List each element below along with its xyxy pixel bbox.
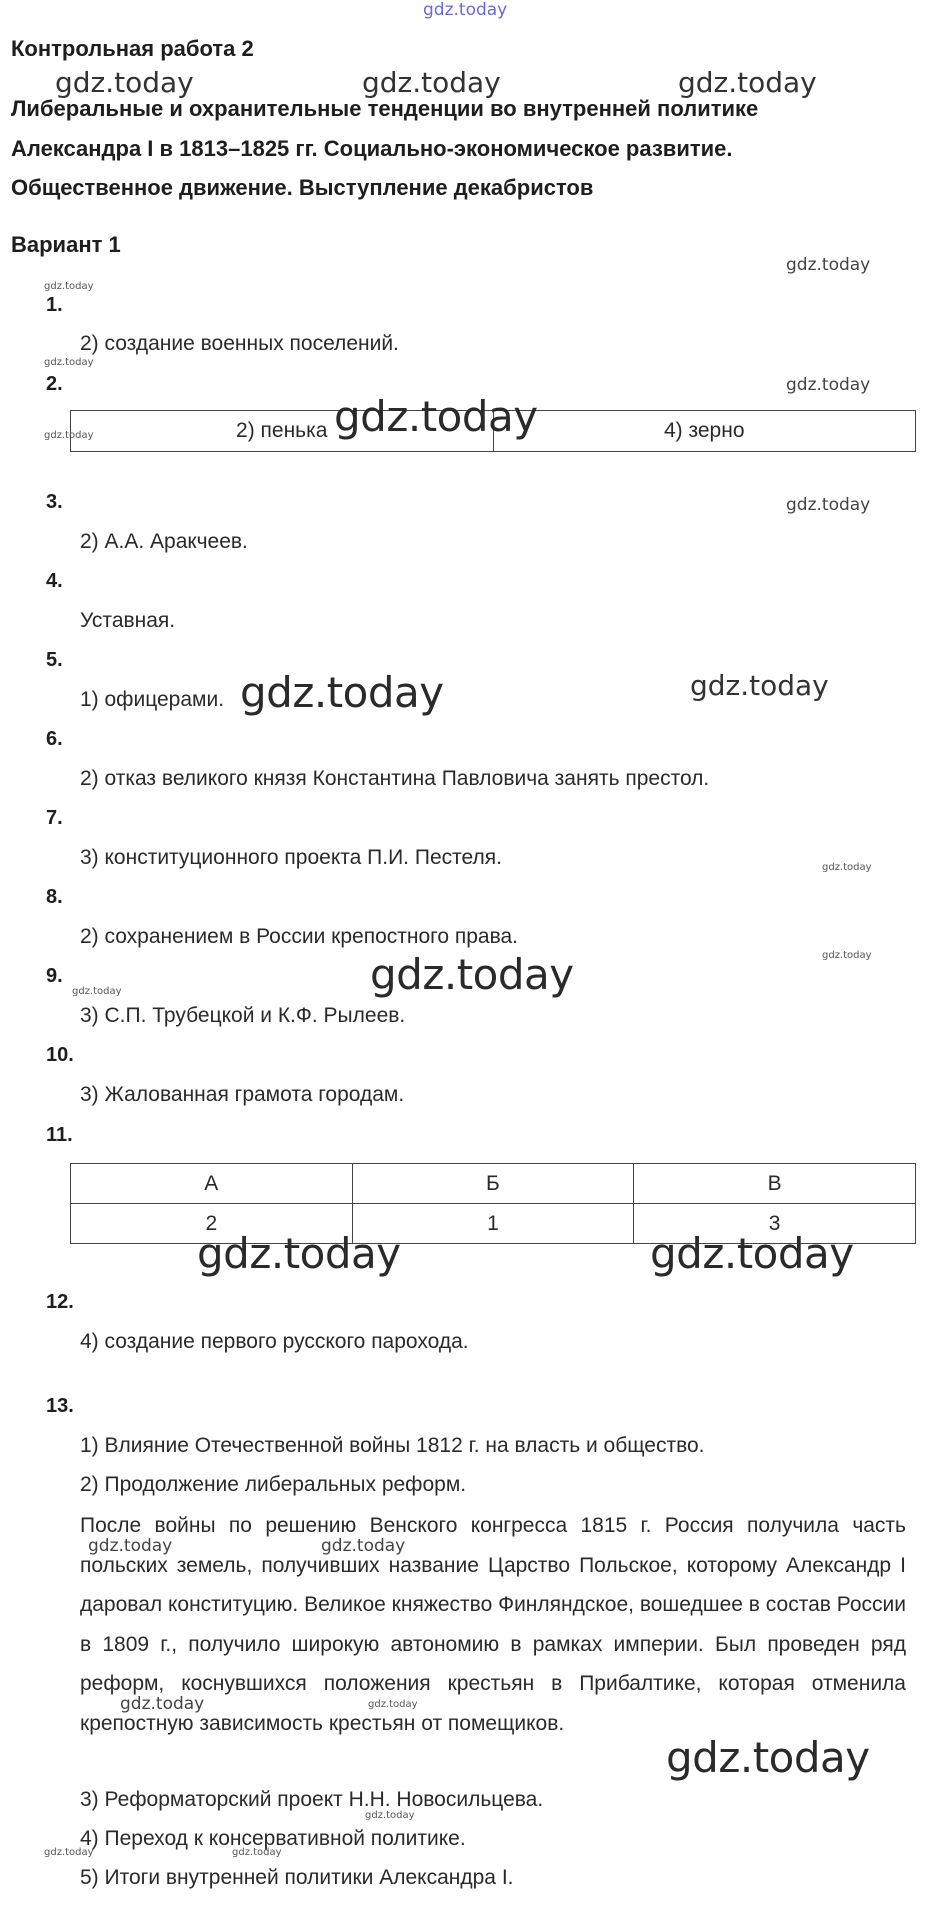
watermark: gdz.today [55, 66, 194, 99]
topic-heading-line-3: Общественное движение. Выступление декабристов [11, 175, 594, 200]
watermark: gdz.today [334, 392, 538, 441]
watermark: gdz.today [822, 950, 872, 961]
answer-text: 2) Продолжение либеральных реформ. [80, 1473, 467, 1496]
answer-paragraph: После войны по решению Венского конгресса 1815 г. Россия получила часть польских земель, получивших название Царство Польское, которому Александр I даровал конституцию. Великое княжество Финляндское, вошедшее в состав России в 1809 г., получило широкую автономию в рамках империи. Был проведен ряд реформ, коснувшихся положения крестьян в Прибалтике, которая отменила крепостную зависимость крестьян от помещиков. [80, 1514, 906, 1735]
question-number: 10. [46, 1044, 74, 1066]
answer-text: 2) отказ великого князя Константина Павловича занять престол. [80, 767, 710, 790]
question-number: 6. [46, 728, 63, 750]
watermark: gdz.today [822, 862, 872, 873]
question-number: 7. [46, 807, 63, 829]
watermark: gdz.today [368, 1699, 418, 1710]
watermark: gdz.today [365, 1810, 415, 1821]
answer-text: 3) Жалованная грамота городам. [80, 1083, 405, 1106]
watermark: gdz.today [423, 0, 508, 20]
question-number: 4. [46, 570, 63, 592]
question-number: 1. [46, 294, 63, 316]
answer-text: 1) Влияние Отечественной войны 1812 г. на власть и общество. [80, 1434, 705, 1457]
watermark: gdz.today [786, 255, 871, 275]
question-number: 11. [46, 1124, 73, 1146]
watermark: gdz.today [240, 668, 444, 717]
watermark: gdz.today [44, 281, 94, 292]
table-header-cell: А [71, 1164, 353, 1204]
answer-text: Уставная. [80, 609, 176, 632]
watermark: gdz.today [690, 669, 829, 702]
watermark: gdz.today [321, 1536, 406, 1556]
watermark: gdz.today [88, 1536, 173, 1556]
table-cell: 3 [634, 1204, 916, 1244]
watermark: gdz.today [666, 1733, 870, 1782]
variant-heading: Вариант 1 [11, 232, 121, 257]
watermark: gdz.today [44, 430, 94, 441]
topic-heading-line-2: Александра I в 1813–1825 гг. Социально-экономическое развитие. [11, 136, 733, 161]
page-title: Контрольная работа 2 [11, 36, 254, 61]
watermark: gdz.today [72, 986, 122, 997]
answer-text: 5) Итоги внутренней политики Александра I. [80, 1866, 514, 1889]
watermark: gdz.today [370, 950, 574, 999]
watermark: gdz.today [232, 1847, 282, 1858]
answer-text: 2) создание военных поселений. [80, 332, 399, 355]
answer-text: 4) Переход к консервативной политике. [80, 1827, 466, 1850]
watermark: gdz.today [44, 357, 94, 368]
question-number: 12. [46, 1291, 74, 1313]
answer-text: 3) С.П. Трубецкой и К.Ф. Рылеев. [80, 1004, 406, 1027]
answer-text: 2) А.А. Аракчеев. [80, 530, 248, 553]
answer-text: 1) офицерами. [80, 688, 225, 711]
table-header-cell: Б [352, 1164, 634, 1204]
answer-text: 2) сохранением в России крепостного права. [80, 925, 519, 948]
watermark: gdz.today [197, 1229, 401, 1278]
topic-heading-line-1: Либеральные и охранительные тенденции во внутренней политике [11, 96, 759, 121]
question-number: 3. [46, 491, 63, 513]
watermark: gdz.today [650, 1229, 854, 1278]
question-number: 9. [46, 965, 63, 987]
question-number: 13. [46, 1395, 74, 1417]
table-cell: 1 [352, 1204, 634, 1244]
watermark: gdz.today [786, 375, 871, 395]
question-number: 5. [46, 649, 63, 671]
watermark: gdz.today [678, 66, 817, 99]
table-cell: 4) зерно [493, 411, 916, 452]
question-number: 2. [46, 373, 63, 395]
watermark: gdz.today [120, 1694, 205, 1714]
table-header-cell: В [634, 1164, 916, 1204]
question-number: 8. [46, 886, 63, 908]
watermark: gdz.today [786, 495, 871, 515]
table-cell: 2) пенька [71, 411, 494, 452]
answer-text: 3) конституционного проекта П.И. Пестеля. [80, 846, 502, 869]
answer-text: 3) Реформаторский проект Н.Н. Новосильцева. [80, 1788, 544, 1811]
watermark: gdz.today [362, 66, 501, 99]
table-cell: 2 [71, 1204, 353, 1244]
watermark: gdz.today [44, 1847, 94, 1858]
answer-text: 4) создание первого русского парохода. [80, 1330, 469, 1353]
